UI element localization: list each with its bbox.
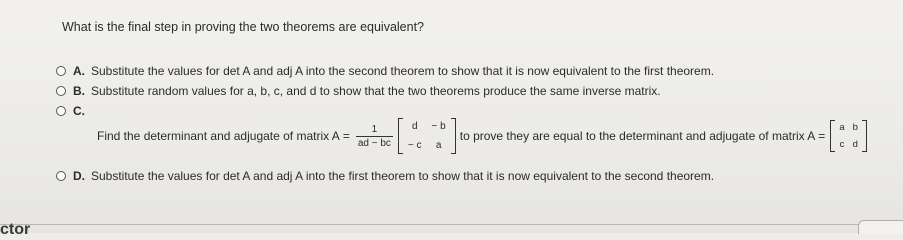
matrix-cell: a: [435, 140, 442, 151]
option-b[interactable]: [56, 84, 661, 98]
matrix-cell: − b: [431, 121, 446, 132]
equals-sign: =: [818, 129, 826, 143]
radio-button-icon[interactable]: [56, 86, 66, 96]
option-letter: A.: [73, 64, 85, 78]
right-bracket: [451, 118, 456, 154]
divider: [0, 224, 903, 225]
right-bracket: [862, 120, 867, 152]
matrix-cell: d: [852, 139, 858, 150]
matrix-a: [830, 120, 867, 152]
option-c-text-middle: to prove they are equal to the determinant and adjugate of matrix A: [459, 129, 816, 143]
fraction-numerator: 1: [371, 123, 378, 135]
matrix-cell: c: [839, 139, 845, 150]
fraction-denominator: ad − bc: [357, 137, 391, 149]
option-letter: D.: [73, 169, 85, 183]
option-c-text-before: Find the determinant and adjugate of matrix A: [97, 129, 340, 143]
option-text: Substitute random values for a, b, c, and d to show that the two theorems produce the same inverse matrix.: [91, 84, 661, 98]
option-text: Substitute the values for det A and adj A into the second theorem to show that it is now equivalent to the first theorem.: [91, 64, 715, 78]
matrix-cell: − c: [407, 140, 422, 151]
partial-footer-text: ctor: [0, 221, 31, 238]
radio-button-icon[interactable]: [56, 171, 66, 181]
matrix-cell: b: [852, 122, 858, 133]
equals-sign: =: [342, 129, 350, 143]
option-d[interactable]: [56, 169, 714, 183]
option-letter: B.: [73, 84, 85, 98]
option-letter: C.: [73, 104, 85, 118]
radio-button-icon[interactable]: [56, 66, 66, 76]
fraction: [356, 124, 393, 149]
option-c[interactable]: [56, 104, 91, 118]
radio-button-icon[interactable]: [56, 106, 66, 116]
matrix-cell: d: [411, 121, 418, 132]
corner-panel: [858, 220, 903, 234]
matrix-cell: a: [839, 122, 845, 133]
option-c-content: [97, 115, 871, 157]
option-a[interactable]: [56, 64, 714, 78]
inverse-matrix: [398, 118, 456, 154]
option-text: Substitute the values for det A and adj A into the first theorem to show that it is now equivalent to the second theorem.: [91, 169, 715, 183]
question-text: What is the final step in proving the two theorems are equivalent?: [62, 20, 425, 34]
